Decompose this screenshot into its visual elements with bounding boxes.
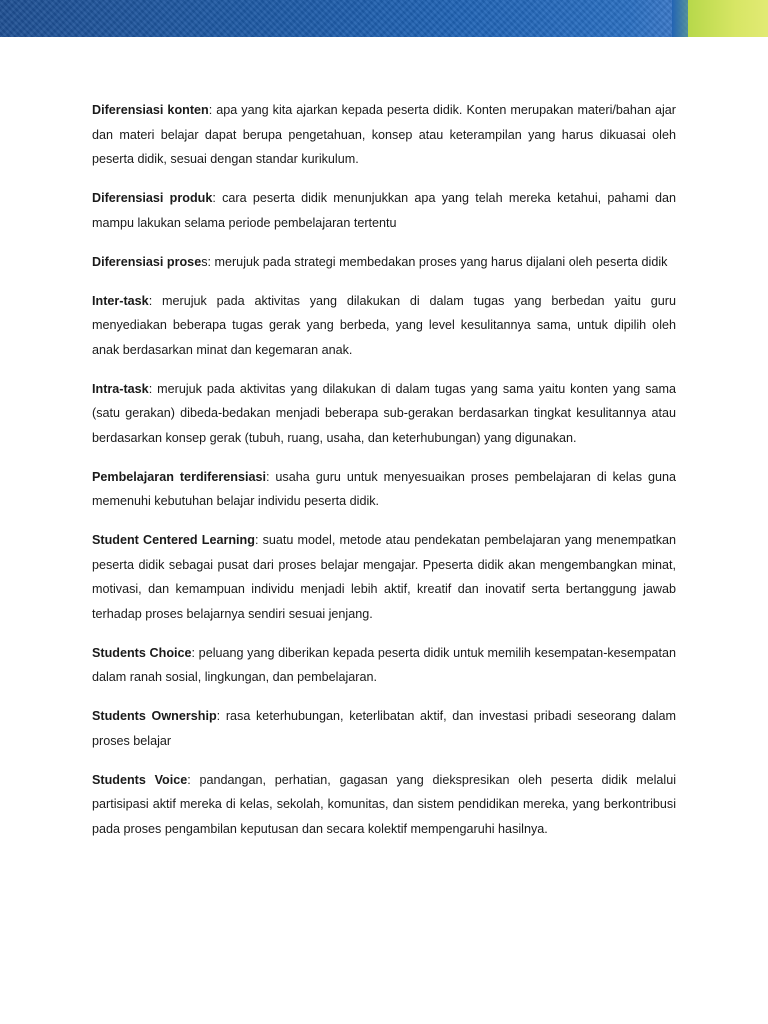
glossary-definition: : merujuk pada strategi membedakan proses yang harus dijalani oleh peserta didik: [207, 254, 668, 269]
glossary-term: Students Voice: [92, 772, 188, 787]
banner-accent: [688, 0, 768, 37]
glossary-definition: : suatu model, metode atau pendekatan pembelajaran yang menempatkan peserta didik sebagai pusat dari proses belajar mengajar. Ppeserta didik akan mengembangkan minat, motivasi, dan kemampuan individu menjadi lebih aktif, kreatif dan inovatif serta bertanggung jawab terhadap proses belajarnya sendiri sesuai jenjang.: [92, 533, 676, 621]
glossary-entry: [92, 289, 676, 363]
glossary-entry: [92, 465, 676, 514]
glossary-definition: : merujuk pada aktivitas yang dilakukan di dalam tugas yang berbedan yaitu guru menyediakan beberapa tugas gerak yang berbeda, yang level kesulitannya sama, untuk dipilih oleh anak berdasarkan minat dan kegemaran anak.: [92, 293, 676, 357]
glossary-term: Diferensiasi konten: [92, 103, 209, 117]
header-banner: [0, 0, 768, 37]
glossary-content: [92, 98, 676, 856]
glossary-definition: : peluang yang diberikan kepada peserta didik untuk memilih kesempatan-kesempatan dalam ranah sosial, lingkungan, dan pembelajaran.: [92, 645, 676, 684]
glossary-term: Student Centered Learning: [92, 533, 255, 547]
glossary-term: Inter-task: [92, 293, 149, 308]
banner-texture: [0, 0, 768, 37]
glossary-entry: [92, 768, 676, 842]
glossary-term: Pembelajaran terdiferensiasi: [92, 469, 266, 484]
glossary-entry: [92, 641, 676, 690]
glossary-definition: : cara peserta didik menunjukkan apa yang telah mereka ketahui, pahami dan mampu lakukan selama periode pembelajaran tertentu: [92, 191, 677, 230]
glossary-term: Diferensiasi produk: [92, 191, 213, 205]
glossary-term: Students Choice: [92, 645, 192, 660]
glossary-entry: [92, 528, 676, 626]
glossary-term: Diferensiasi prose: [92, 254, 202, 269]
glossary-definition: : apa yang kita ajarkan kepada peserta didik. Konten merupakan materi/bahan ajar dan materi belajar dapat berupa pengetahuan, konsep atau keterampilan yang harus dikuasai oleh peserta didik, sesuai dengan standar kurikulum.: [92, 103, 676, 166]
glossary-entry: [92, 704, 676, 753]
glossary-entry: [92, 186, 676, 235]
glossary-entry: [92, 98, 676, 172]
glossary-entry: [92, 250, 676, 275]
glossary-term-tail: s: [201, 254, 208, 269]
glossary-definition: : rasa keterhubungan, keterlibatan aktif, dan investasi pribadi seseorang dalam proses belajar: [92, 709, 676, 748]
glossary-term: Students Ownership: [92, 709, 217, 723]
glossary-definition: : pandangan, perhatian, gagasan yang diekspresikan oleh peserta didik melalui partisipasi aktif mereka di kelas, sekolah, komunitas, dan sistem pendidikan mereka, yang berkontribusi pada proses pengambilan keputusan dan secara kolektif mempengaruhi hasilnya.: [92, 772, 676, 836]
glossary-term: Intra-task: [92, 381, 149, 396]
glossary-definition: : usaha guru untuk menyesuaikan proses pembelajaran di kelas guna memenuhi kebutuhan belajar individu peserta didik.: [92, 469, 676, 508]
glossary-entry: [92, 377, 676, 451]
glossary-definition: : merujuk pada aktivitas yang dilakukan di dalam tugas yang sama yaitu konten yang sama (satu gerakan) dibeda-bedakan menjadi beberapa sub-gerakan berdasarkan tingkat kesulitannya atau berdasarkan konsep gerak (tubuh, ruang, usaha, dan keterhubungan) yang digunakan.: [92, 381, 676, 445]
